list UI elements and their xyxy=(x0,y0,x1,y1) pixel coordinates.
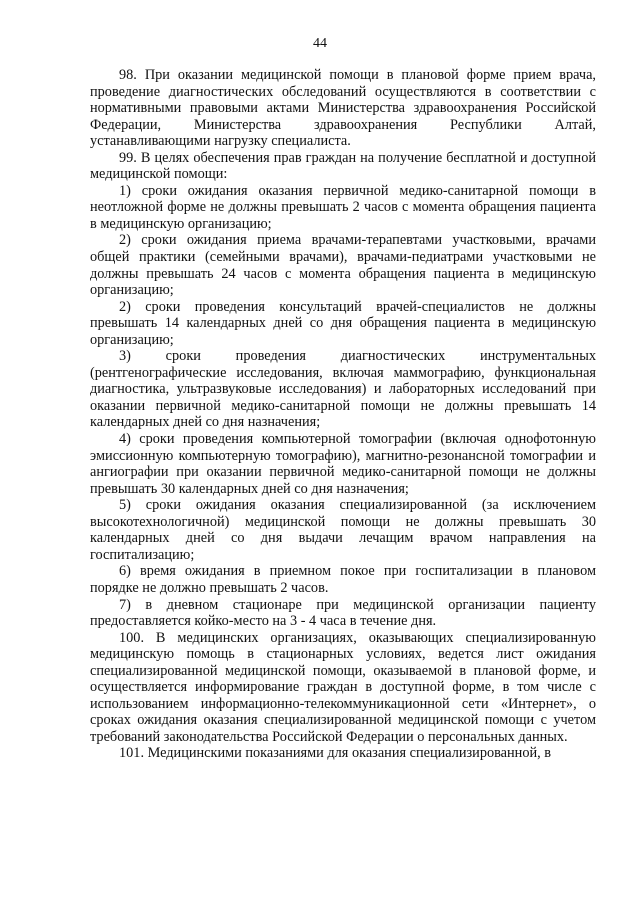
list-item-2a: 2) сроки ожидания приема врачами-терапевтами участковыми, врачами общей практики (семейными врачами), врачами-педиатрами участковыми не должны превышать 24 часов с момента обращения пациента в медицинскую организацию; xyxy=(90,232,596,299)
list-item-2b: 2) сроки проведения консультаций врачей-специалистов не должны превышать 14 календарных дней со дня обращения пациента в медицинскую организацию; xyxy=(90,298,596,348)
list-item-5: 5) сроки ожидания оказания специализированной (за исключением высокотехнологичной) медицинской помощи не должны превышать 30 календарных дней со дня выдачи лечащим врачом направления на госпитализацию; xyxy=(90,497,596,563)
paragraph-99: 99. В целях обеспечения прав граждан на получение бесплатной и доступной медицинской помощи: xyxy=(90,149,596,183)
paragraph-101: 101. Медицинскими показаниями для оказания специализированной, в xyxy=(119,745,552,762)
document-body xyxy=(90,67,596,762)
list-item-6: 6) время ожидания в приемном покое при госпитализации в плановом порядке не должно превышать 2 часов. xyxy=(90,563,596,596)
list-item-1: 1) сроки ожидания оказания первичной медико-санитарной помощи в неотложной форме не должны превышать 2 часов с момента обращения пациента в медицинскую организацию; xyxy=(90,182,596,232)
page-number: 44 xyxy=(313,36,327,51)
list-item-7: 7) в дневном стационаре при медицинской организации пациенту предоставляется койко-место на 3 - 4 часа в течение дня. xyxy=(90,596,596,630)
list-item-4: 4) сроки проведения компьютерной томографии (включая однофотонную эмиссионную компьютерную томографию), магнитно-резонансной томографии и ангиографии при оказании первичной медико-санитарной помощи не должны превышать 30 календарных дней со дня назначения; xyxy=(90,431,596,497)
paragraph-100: 100. В медицинских организациях, оказывающих специализированную медицинскую помощь в стационарных условиях, ведется лист ожидания специализированной медицинской помощи, оказываемой в плановой форме, и осуществляется информирование граждан в доступной форме, в том числе с использованием информационно-телекоммуникационной сети «Интернет», о сроках ожидания оказания специализированной медицинской помощи с учетом требований законодательства Российской Федерации о персональных данных. xyxy=(90,629,596,745)
list-item-3: 3) сроки проведения диагностических инструментальных (рентгенографические исследования, включая маммографию, функциональная диагностика, ультразвуковые исследования) и лабораторных исследований при оказании первичной медико-санитарной помощи не должны превышать 14 календарных дней со дня назначения; xyxy=(90,348,596,431)
paragraph-98: 98. При оказании медицинской помощи в плановой форме прием врача, проведение диагностических обследований осуществляются в соответствии с нормативными правовыми актами Министерства здравоохранения Российской Федерации, Министерства здравоохранения Республики Алтай, устанавливающими нагрузку специалиста. xyxy=(90,67,596,150)
